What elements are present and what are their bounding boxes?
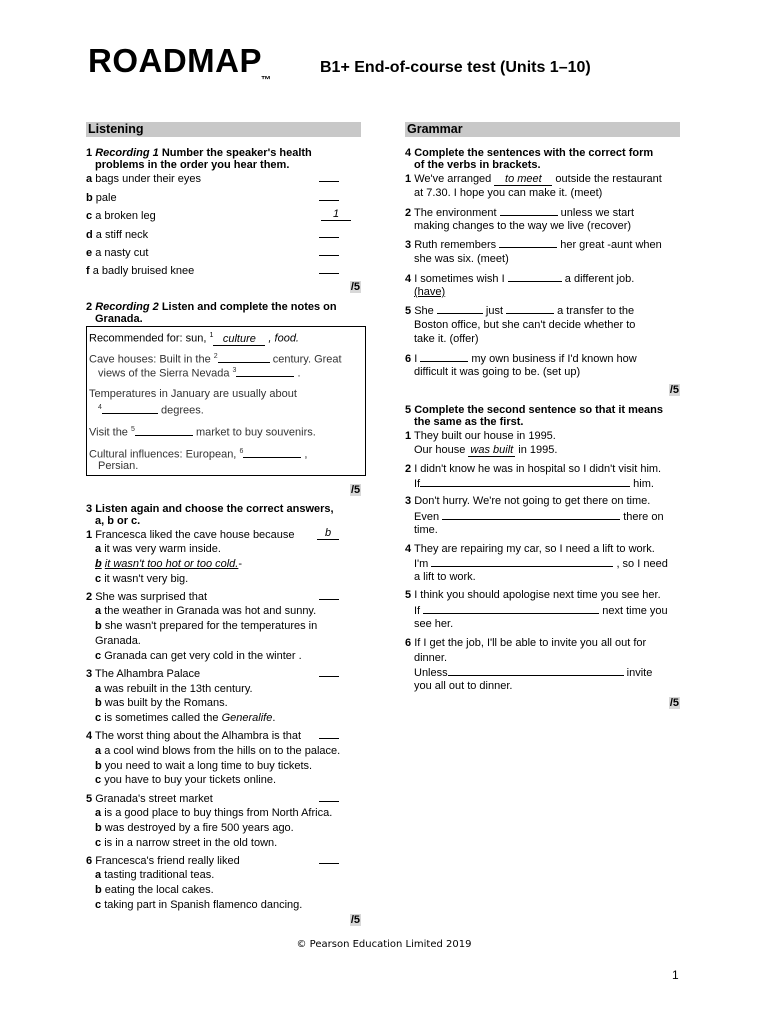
q3-1-option-b-selected[interactable]: b it wasn't too hot or too cold.- <box>95 558 243 570</box>
q5-5-blank[interactable] <box>423 603 599 614</box>
q4-item-3-line2: she was six. (meet) <box>414 253 509 265</box>
note-blank-5[interactable] <box>135 425 193 436</box>
q3-item-3: 3 The Alhambra Palace <box>86 667 361 681</box>
q4-instruction: 4 Complete the sentences with the correct form <box>405 147 654 159</box>
answer-filled[interactable]: 1 <box>321 209 351 221</box>
q5-3-blank[interactable] <box>442 509 620 520</box>
q3-instruction: 3 Listen again and choose the correct answers, <box>86 503 334 515</box>
q3-4-option-a[interactable]: a a cool wind blows from the hills on to the palace. <box>95 745 341 757</box>
q4-instruction-line2: of the verbs in brackets. <box>414 159 541 171</box>
page-title: B1+ End-of-course test (Units 1–10) <box>320 59 591 76</box>
q4-item-1: 1 We've arranged to meet outside the restaurant <box>405 173 662 185</box>
q3-1-option-c[interactable]: c it wasn't very big. <box>95 573 189 585</box>
q3-3-option-a[interactable]: a was rebuilt in the 13th century. <box>95 683 253 695</box>
note-cultural-influences: Cultural influences: European, $^6$ , <box>89 448 308 461</box>
q5-item-5-line3: see her. <box>414 618 454 630</box>
q1-item-a: a bags under their eyes <box>86 172 361 186</box>
q5-item-5-line2: If next time you <box>414 605 668 617</box>
q4-5-blank-a[interactable] <box>437 303 483 314</box>
granada-notes-box <box>86 326 366 476</box>
answer-blank[interactable] <box>319 667 339 677</box>
note-blank-3[interactable] <box>236 366 294 377</box>
q4-5-blank-b[interactable] <box>506 303 554 314</box>
q5-instruction-line2: the same as the first. <box>414 416 524 428</box>
q5-item-2-line2: If him. <box>414 478 654 490</box>
q1-item-e: e a nasty cut <box>86 246 361 260</box>
listening-heading: Listening <box>86 122 361 137</box>
q4-item-4: 4 I sometimes wish I a different job. <box>405 273 635 285</box>
q1-instruction-line2: problems in the order you hear them. <box>95 159 290 171</box>
note-temperatures: Temperatures in January are usually about <box>89 388 297 400</box>
note-cave-houses-line2: views of the Sierra Nevada $^3$ . <box>98 367 301 380</box>
q4-4-blank[interactable] <box>508 271 562 282</box>
q2-instruction-line2: Granada. <box>95 313 143 325</box>
q5-item-1-line2: Our house was built in 1995. <box>414 444 558 456</box>
q1-item-f: f a badly bruised knee <box>86 264 361 278</box>
note-blank-2[interactable] <box>218 352 270 363</box>
q2-score: /5 <box>351 484 361 496</box>
answer-blank[interactable] <box>319 172 339 182</box>
q5-item-3-line3: time. <box>414 524 438 536</box>
trademark-symbol: ™ <box>261 75 271 86</box>
q5-item-4-line2: I'm , so I need <box>414 558 668 570</box>
q5-item-4: 4 They are repairing my car, so I need a lift to work. <box>405 543 655 555</box>
q4-3-blank[interactable] <box>499 237 557 248</box>
q3-block <box>86 502 361 932</box>
answer-blank[interactable] <box>319 228 339 238</box>
answer-blank[interactable] <box>319 191 339 201</box>
q5-score: /5 <box>669 697 679 709</box>
q4-item-5: 5 She just a transfer to the <box>405 305 635 317</box>
copyright: © Pearson Education Limited 2019 <box>296 939 472 950</box>
q5-item-6-line3: Unless invite <box>414 667 653 679</box>
q3-5-option-b[interactable]: b was destroyed by a fire 500 years ago. <box>95 822 294 834</box>
q1-item-d: d a stiff neck <box>86 228 361 242</box>
q4-item-5-line2: Boston office, but she can't decide whether to <box>414 319 636 331</box>
q4-1-answer[interactable]: to meet <box>494 173 552 186</box>
q3-item-1: 1 Francesca liked the cave house because b <box>86 528 361 542</box>
q5-item-4-line3: a lift to work. <box>414 571 476 583</box>
q1-score: /5 <box>350 281 360 293</box>
q3-2-option-c[interactable]: c Granada can get very cold in the winter . <box>95 650 302 662</box>
q2-instruction: 2 Recording 2 Listen and complete the notes on <box>86 301 337 313</box>
q4-score: /5 <box>669 384 679 396</box>
answer-blank[interactable] <box>319 590 339 600</box>
q4-item-3: 3 Ruth remembers her great -aunt when <box>405 239 662 251</box>
q1-item-b: b pale <box>86 191 361 205</box>
answer-blank[interactable] <box>319 264 339 274</box>
note-temperatures-line2: $^4$ degrees. <box>98 404 204 417</box>
q1-instruction: 1 Recording 1 Number the speaker's health <box>86 147 312 159</box>
q3-5-option-c[interactable]: c is in a narrow street in the old town. <box>95 837 278 849</box>
q4-6-blank[interactable] <box>420 351 468 362</box>
q3-2-option-b-line2: Granada. <box>95 635 141 647</box>
q3-5-option-a[interactable]: a is a good place to buy things from North Africa. <box>95 807 333 819</box>
note-cultural-line2: Persian. <box>98 460 139 472</box>
q5-item-1: 1 They built our house in 1995. <box>405 430 556 442</box>
q3-6-option-c[interactable]: c taking part in Spanish flamenco dancing. <box>95 899 303 911</box>
q3-item-6: 6 Francesca's friend really liked <box>86 854 361 868</box>
grammar-section <box>405 122 680 722</box>
q5-4-blank[interactable] <box>431 556 613 567</box>
note-cave-houses: Cave houses: Built in the $^2$ century. Great <box>89 353 342 366</box>
answer-filled[interactable]: b <box>317 528 339 540</box>
note-fill-1[interactable]: culture <box>213 333 265 346</box>
page-number: 1 <box>672 968 679 982</box>
answer-blank[interactable] <box>319 792 339 802</box>
q5-item-3: 3 Don't hurry. We're not going to get there on time. <box>405 495 651 507</box>
q5-2-blank[interactable] <box>420 476 630 487</box>
note-visit-market: Visit the $^5$ market to buy souvenirs. <box>89 426 316 439</box>
q3-4-option-b[interactable]: b you need to wait a long time to buy tickets. <box>95 760 313 772</box>
q3-4-option-c[interactable]: c you have to buy your tickets online. <box>95 774 277 786</box>
grammar-heading: Grammar <box>405 122 680 137</box>
q4-item-2: 2 The environment unless we start <box>405 207 635 219</box>
q3-6-option-b[interactable]: b eating the local cakes. <box>95 884 214 896</box>
note-blank-6[interactable] <box>243 447 301 458</box>
q3-item-2: 2 She was surprised that <box>86 590 361 604</box>
q4-item-2-line2: making changes to the way we live (recover) <box>414 220 632 232</box>
q5-instruction: 5 Complete the second sentence so that it means <box>405 404 663 416</box>
q4-item-1-line2: at 7.30. I hope you can make it. (meet) <box>414 187 603 199</box>
q4-2-blank[interactable] <box>500 205 558 216</box>
q4-item-6-line2: difficult it was going to be. (set up) <box>414 366 581 378</box>
q5-6-blank[interactable] <box>448 665 624 676</box>
q4-item-6: 6 I my own business if I'd known how <box>405 353 637 365</box>
q3-item-5: 5 Granada's street market <box>86 792 361 806</box>
brand-logo: ROADMAP <box>88 42 262 79</box>
q3-3-option-b[interactable]: b was built by the Romans. <box>95 697 228 709</box>
q3-3-option-c[interactable]: c is sometimes called the Generalife. <box>95 712 276 724</box>
q5-item-6-line2: dinner. <box>414 652 448 664</box>
q4-item-4-line2: (have) <box>414 286 446 298</box>
note-blank-4[interactable] <box>102 403 158 414</box>
note-recommended: Recommended for: sun, $^1$ culture , food. <box>89 332 299 345</box>
q3-item-4: 4 The worst thing about the Alhambra is that <box>86 729 361 743</box>
q4-item-5-line3: take it. (offer) <box>414 333 479 345</box>
q3-1-option-a[interactable]: a it was very warm inside. <box>95 543 221 555</box>
answer-blank[interactable] <box>319 854 339 864</box>
answer-blank[interactable] <box>319 246 339 256</box>
q3-6-option-a[interactable]: a tasting traditional teas. <box>95 869 215 881</box>
q5-item-5: 5 I think you should apologise next time you see her. <box>405 589 661 601</box>
answer-blank[interactable] <box>319 729 339 739</box>
q5-1-answer[interactable]: was built <box>470 444 514 456</box>
q1-item-c: c a broken leg 1 <box>86 209 361 223</box>
q3-instruction-line2: a, b or c. <box>95 515 141 527</box>
q5-item-3-line2: Even there on <box>414 511 664 523</box>
q5-item-6: 6 If I get the job, I'll be able to invite you all out for <box>405 637 647 649</box>
q5-item-2: 2 I didn't know he was in hospital so I didn't visit him. <box>405 463 662 475</box>
q3-2-option-b[interactable]: b she wasn't prepared for the temperatures in <box>95 620 318 632</box>
q3-score: /5 <box>350 914 360 926</box>
q3-2-option-a[interactable]: a the weather in Granada was hot and sunny. <box>95 605 317 617</box>
q5-item-6-line4: you all out to dinner. <box>414 680 513 692</box>
